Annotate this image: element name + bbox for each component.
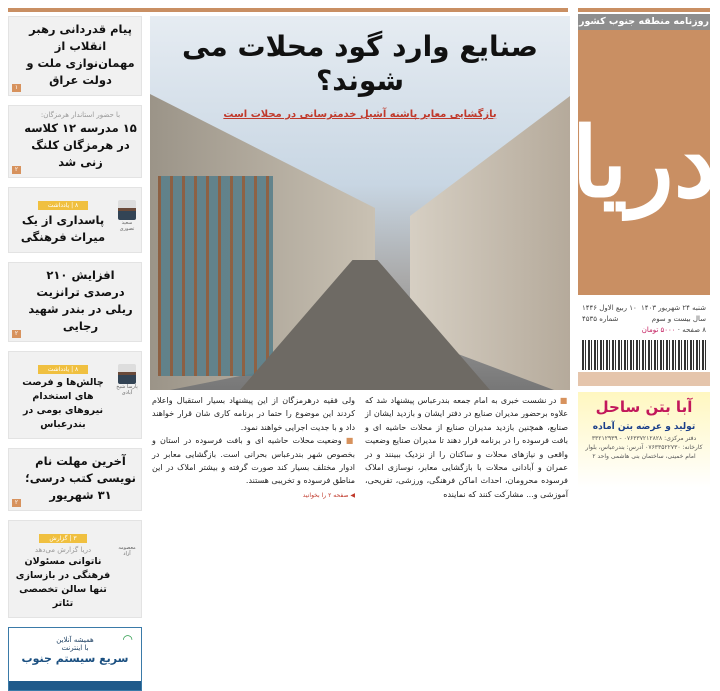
report-teaser[interactable] [8, 520, 142, 618]
continue-label: صفحه ۲ را بخوانید [302, 491, 349, 499]
story-text: وضعیت محلات حاشیه ای و بافت فرسوده در استان و بخصوص شهر بندرعباس بحرانی است. بازگشایی معابر در ادوار مختلف بسیار کند صورت گرفته و بیشتر املاک در این مناطق فرسوده و تخریبی هستند. [152, 436, 355, 486]
ad-footer-bar [9, 681, 141, 690]
price: ۵۰۰۰ تومان [641, 326, 676, 334]
page-number: ۲ [12, 166, 21, 174]
logo-text: دریا [571, 105, 717, 219]
main-story [150, 16, 570, 502]
photo-rusty-door [158, 176, 273, 376]
date: شنبه ۲۴ شهریور ۱۴۰۳ [640, 304, 706, 312]
ad-details: دفتر مرکزی: ۰۷۶۳۳۷۲۱۲۸۲۸ - ۳۳۲۱۲۹۳۹ کارخانه: ۰۷۶۳۳۵۲۲۷۳۰ آدرس: بندرعباس، بلوار امام خمینی، ساختمان بنی هاشمی واحد ۲ [585, 435, 703, 460]
top-rule [578, 8, 710, 12]
author-photo [118, 200, 136, 220]
headline[interactable]: صنایع وارد گود محلات می شوند؟ [182, 30, 538, 97]
tag-page: ۳ [73, 535, 77, 542]
ad-title: آبا بتن ساحل [595, 398, 693, 416]
concrete-ad[interactable] [578, 392, 710, 488]
bullet-icon: ■ [341, 436, 355, 446]
news-teaser[interactable] [8, 448, 142, 511]
year: سال بیست و سوم [651, 315, 706, 323]
page-count: ۸ صفحه [682, 326, 706, 334]
section-tag: ۳ | گزارش [39, 534, 86, 543]
teaser-title: ناتوانی مسئولان فرهنگی در بازسازی تنها سالن تخصصی تئاتر [15, 556, 111, 609]
news-teaser[interactable] [8, 262, 142, 342]
opinion-teaser[interactable] [8, 187, 142, 253]
newspaper-logo [571, 30, 717, 295]
masthead-label: روزنامه منطقه جنوب کشور [578, 14, 710, 30]
headline-block [150, 30, 570, 121]
opinion-teaser[interactable] [8, 351, 142, 439]
author-photo [118, 364, 136, 384]
masthead [571, 14, 717, 488]
story-text: در نشست خبری به امام جمعه بندرعباس پیشنهاد شد که علاوه برحضور مدیران صنایع در دفتر ایشان و بازدید ایشان از صنایع، همچنین بازدید مدیران صنایع از محلات حاشیه ای و بافت فرسوده را در برنامه قرار دهند تا مدیران صنایع وضعیت واقعی و نیازهای محلات و ساکنان را از نزدیک ببینند و در عمران و آبادانی محلات با بازگشایی معابر، نوسازی املاک فرسوده محرومان، احداث اماکن فرهنگی، ورزشی، تفریحی، آموزشی و... مشارکت کنند که نماینده [365, 396, 568, 499]
author-name: پارسا شیخ آبادی [116, 384, 138, 396]
internet-ad[interactable] [8, 627, 142, 691]
teaser-title: چالش‌ها و فرصت های استخدام نیروهای بومی در بندرعباس [22, 377, 104, 430]
teaser-title: پیام قدردانی رهبر انقلاب از مهمان‌نوازی ملت و دولت عراق [26, 22, 135, 87]
page-number: ۲ [12, 330, 21, 338]
ad-line: با اینترنت [61, 644, 89, 652]
teaser-kicker: با حضور استاندار هرمزگان: [40, 111, 121, 119]
section-tag: ۸ | یادداشت [38, 201, 89, 210]
issue-number: شماره ۴۵۳۵ [582, 315, 619, 323]
continue-link[interactable]: ◀ صفحه ۲ را بخوانید [302, 491, 355, 499]
ad-brand: سریع سیستم جنوب [21, 652, 129, 665]
tag-label: گزارش [49, 535, 68, 542]
subheadline: بازگشایی معابر پاشنه آشیل خدمترسانی در محلات است [223, 109, 497, 120]
page-number: ۱ [12, 84, 21, 92]
left-column [8, 16, 142, 691]
teaser-title: آخرین مهلت نام نویسی کتب درسی؛ ۳۱ شهریور [25, 454, 136, 502]
author [116, 200, 138, 232]
tan-bar [578, 372, 710, 386]
author [116, 364, 138, 396]
author-name: سعید تصوری [119, 220, 135, 232]
hijri-date: ۱۰ ربیع الاول ۱۴۴۶ [582, 304, 637, 312]
news-teaser[interactable] [8, 16, 142, 96]
lead-photo [150, 16, 570, 390]
barcode [582, 340, 706, 370]
page-number: ۲ [12, 499, 21, 507]
tag-page: ۸ [75, 202, 79, 209]
bullet-icon: ■ [556, 396, 569, 405]
news-teaser[interactable] [8, 105, 142, 178]
issue-info: شنبه ۲۴ شهریور ۱۴۰۳ ۱۰ ربیع الاول ۱۴۴۶ سال بیست و سوم شماره ۴۵۳۵ ۸ صفحه · ۵۰۰۰ تومان [582, 304, 706, 334]
story-text: ولی فقیه درهرمزگان از این پیشنهاد بسیار استقبال واعلام کردند این موضوع را حتما در برنامه کاری شان قرار خواهند داد و با جدیت اجرایی خواهند نمود. [152, 396, 355, 432]
teaser-kicker: دریا گزارش می‌دهد [34, 546, 92, 554]
tag-label: یادداشت [47, 366, 70, 373]
wifi-icon: ◠ [122, 632, 133, 646]
tag-page: ۸ [75, 366, 79, 373]
top-rule [8, 8, 568, 12]
teaser-title: افزایش ۲۱۰ درصدی ترانزیت ریلی در بندر شهید رجایی [28, 268, 133, 333]
teaser-title: پاسداری از یک میراث فرهنگی [20, 213, 106, 244]
section-tag: ۸ | یادداشت [38, 365, 89, 374]
ad-subtitle: تولید و عرضه بتن آماده [592, 422, 696, 432]
teaser-title: ۱۵ مدرسه ۱۲ کلاسه در هرمزگان کلنگ زنی شد [24, 121, 137, 169]
ad-line: همیشه آنلاین [56, 636, 94, 644]
tag-label: یادداشت [47, 202, 70, 209]
story-body [150, 390, 570, 502]
author: معصومه آزاد [118, 545, 136, 557]
